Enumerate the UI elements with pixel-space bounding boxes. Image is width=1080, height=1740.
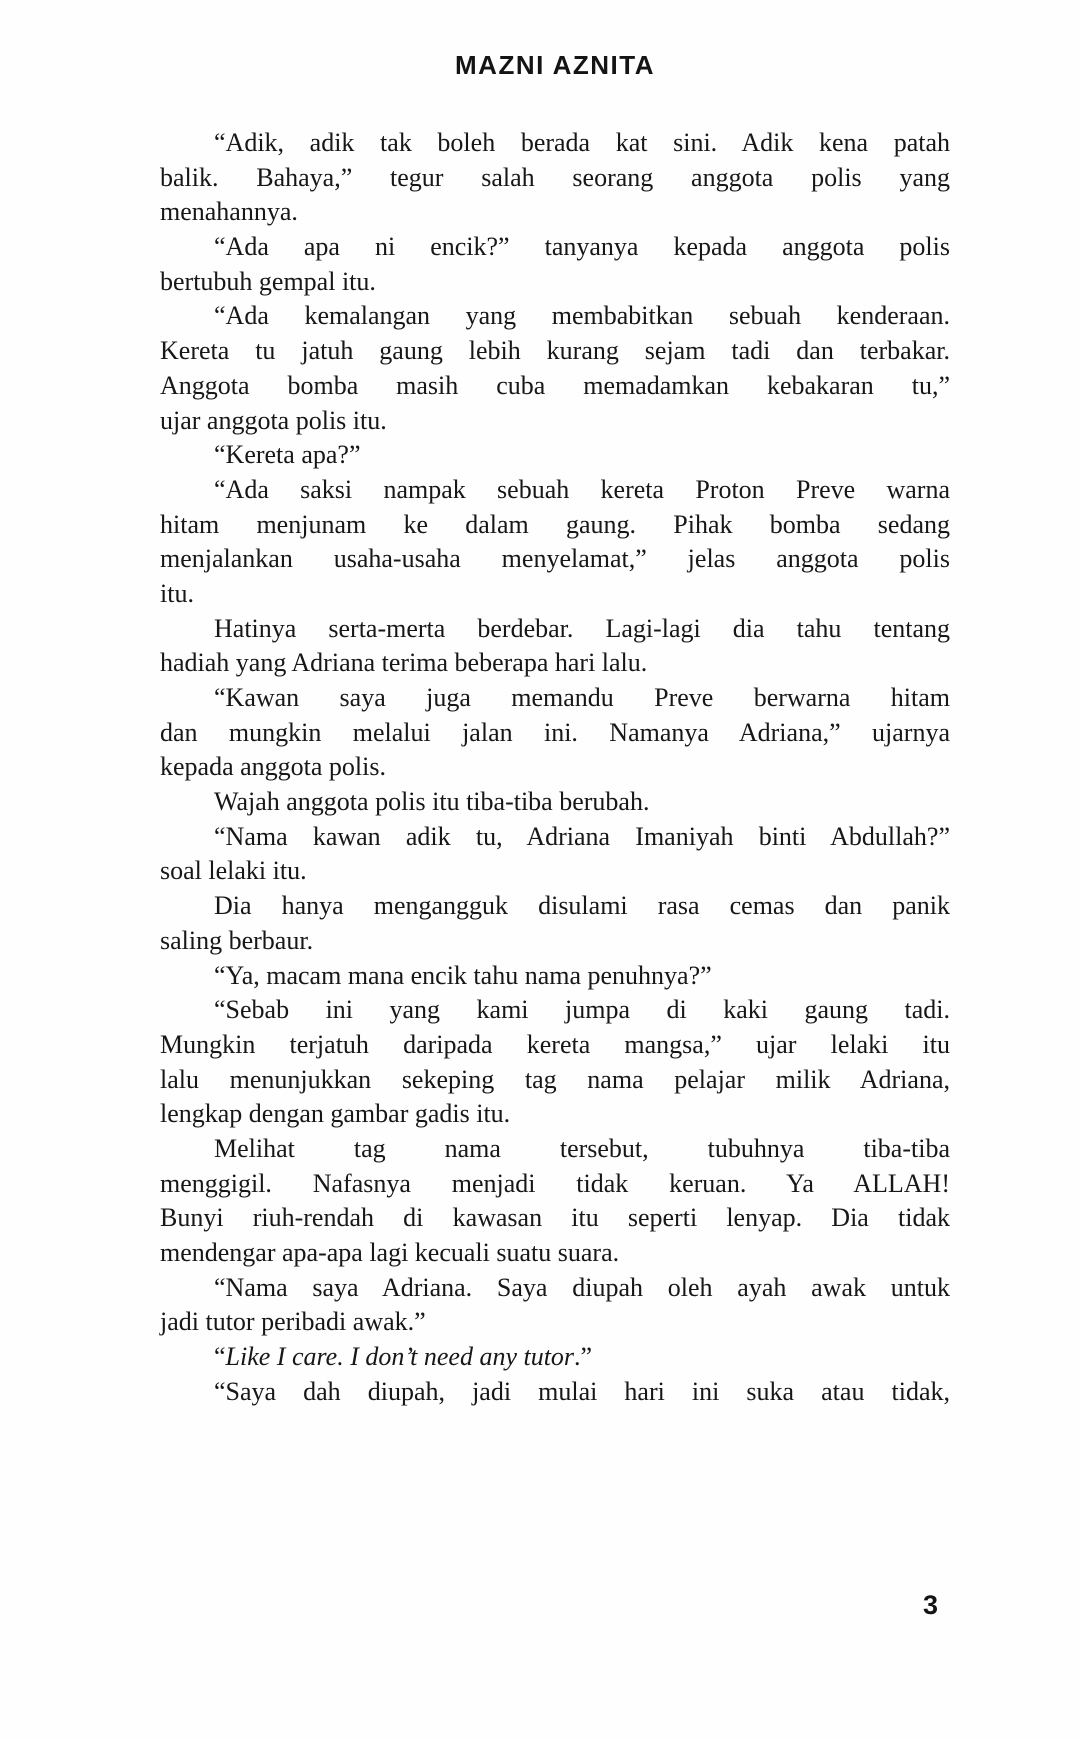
paragraph bbox=[160, 959, 950, 994]
text-segment: menahannya. bbox=[160, 197, 298, 227]
text-segment: itu. bbox=[160, 578, 194, 608]
text-segment: Bunyi riuh-rendah di kawasan itu seperti lenyap. Dia tidak bbox=[160, 1203, 950, 1233]
text-line bbox=[160, 854, 950, 889]
paragraph bbox=[160, 993, 950, 1132]
text-segment: Wajah anggota polis itu tiba-tiba berubah. bbox=[214, 787, 650, 817]
text-segment: saling berbaur. bbox=[160, 925, 314, 955]
text-segment: hitam menjunam ke dalam gaung. Pihak bomba sedang bbox=[160, 509, 950, 539]
text-line bbox=[160, 1097, 950, 1132]
text-segment: “Saya dah diupah, jadi mulai hari ini suka atau tidak, bbox=[214, 1376, 950, 1406]
paragraph bbox=[160, 612, 950, 681]
text-segment: dan mungkin melalui jalan ini. Namanya Adriana,” ujarnya bbox=[160, 717, 950, 747]
text-segment: “Ada saksi nampak sebuah kereta Proton Preve warna bbox=[214, 474, 950, 504]
text-segment: “Kereta apa?” bbox=[214, 440, 361, 470]
italic-text: Like I care. I don’t need any tutor bbox=[225, 1342, 575, 1372]
text-line bbox=[160, 924, 950, 959]
text-line bbox=[160, 612, 950, 647]
text-line bbox=[160, 161, 950, 196]
body-text bbox=[160, 126, 950, 1409]
paragraph bbox=[160, 681, 950, 785]
text-line bbox=[160, 889, 950, 924]
text-line bbox=[160, 404, 950, 439]
text-line bbox=[160, 1201, 950, 1236]
text-line bbox=[160, 1167, 950, 1202]
text-segment: kepada anggota polis. bbox=[160, 752, 386, 782]
paragraph bbox=[160, 1271, 950, 1340]
text-segment: Dia hanya mengangguk disulami rasa cemas dan panik bbox=[214, 891, 950, 921]
text-segment: soal lelaki itu. bbox=[160, 856, 307, 886]
page-number: 3 bbox=[922, 1590, 938, 1620]
text-line bbox=[160, 542, 950, 577]
text-segment: ujar anggota polis itu. bbox=[160, 405, 387, 435]
text-line bbox=[160, 126, 950, 161]
text-segment: “Kawan saya juga memandu Preve berwarna hitam bbox=[214, 683, 950, 712]
text-line bbox=[160, 646, 950, 681]
text-segment: Kereta tu jatuh gaung lebih kurang sejam tadi dan terbakar. bbox=[160, 336, 950, 366]
text-line bbox=[160, 1236, 950, 1271]
text-line bbox=[160, 959, 950, 994]
text-segment: bertubuh gempal itu. bbox=[160, 266, 376, 296]
text-line bbox=[160, 195, 950, 230]
text-segment: “ bbox=[214, 1342, 226, 1372]
text-line bbox=[160, 1132, 950, 1167]
text-line bbox=[160, 473, 950, 508]
paragraph bbox=[160, 230, 950, 299]
text-line bbox=[160, 299, 950, 334]
text-line bbox=[160, 1271, 950, 1306]
text-line bbox=[160, 681, 950, 716]
text-segment: “Nama saya Adriana. Saya diupah oleh ayah awak untuk bbox=[214, 1272, 950, 1302]
text-line bbox=[160, 1063, 950, 1098]
text-line bbox=[160, 1375, 950, 1410]
text-segment: “Sebab ini yang kami jumpa di kaki gaung tadi. bbox=[214, 995, 950, 1025]
text-segment: Hatinya serta-merta berdebar. Lagi-lagi dia tahu tentang bbox=[214, 613, 950, 643]
text-line bbox=[160, 265, 950, 300]
text-segment: menggigil. Nafasnya menjadi tidak keruan. Ya ALLAH! bbox=[160, 1168, 950, 1198]
paragraph bbox=[160, 820, 950, 889]
text-line bbox=[160, 508, 950, 543]
text-line bbox=[160, 1305, 950, 1340]
text-line bbox=[160, 369, 950, 404]
text-line bbox=[160, 750, 950, 785]
text-segment: lengkap dengan gambar gadis itu. bbox=[160, 1099, 511, 1129]
text-line bbox=[160, 577, 950, 612]
text-segment: “Ya, macam mana encik tahu nama penuhnya?” bbox=[214, 960, 712, 990]
text-segment: “Ada apa ni encik?” tanyanya kepada anggota polis bbox=[214, 232, 950, 262]
text-segment: mendengar apa-apa lagi kecuali suatu suara. bbox=[160, 1238, 620, 1267]
text-line bbox=[160, 230, 950, 265]
text-segment: Anggota bomba masih cuba memadamkan kebakaran tu,” bbox=[160, 370, 950, 400]
text-segment: Mungkin terjatuh daripada kereta mangsa,” ujar lelaki itu bbox=[160, 1029, 950, 1059]
paragraph bbox=[160, 438, 950, 473]
text-segment: Melihat tag nama tersebut, tubuhnya tiba-tiba bbox=[214, 1133, 950, 1163]
paragraph bbox=[160, 785, 950, 820]
paragraph bbox=[160, 1340, 950, 1375]
text-segment: “Ada kemalangan yang membabitkan sebuah kenderaan. bbox=[214, 301, 950, 331]
text-line bbox=[160, 1340, 950, 1375]
text-line bbox=[160, 334, 950, 369]
paragraph bbox=[160, 1132, 950, 1271]
text-line bbox=[160, 785, 950, 820]
author-header: MAZNI AZNITA bbox=[455, 50, 655, 80]
text-segment: hadiah yang Adriana terima beberapa hari lalu. bbox=[160, 648, 648, 678]
text-line bbox=[160, 438, 950, 473]
text-line bbox=[160, 993, 950, 1028]
text-line bbox=[160, 820, 950, 855]
paragraph bbox=[160, 1375, 950, 1410]
text-segment: “Nama kawan adik tu, Adriana Imaniyah binti Abdullah?” bbox=[214, 821, 950, 851]
text-segment: .” bbox=[574, 1342, 593, 1372]
paragraph bbox=[160, 889, 950, 958]
text-segment: balik. Bahaya,” tegur salah seorang anggota polis yang bbox=[160, 162, 950, 192]
text-segment: lalu menunjukkan sekeping tag nama pelajar milik Adriana, bbox=[160, 1064, 950, 1094]
text-line bbox=[160, 716, 950, 751]
text-segment: “Adik, adik tak boleh berada kat sini. Adik kena patah bbox=[214, 128, 950, 157]
text-segment: menjalankan usaha-usaha menyelamat,” jelas anggota polis bbox=[160, 544, 950, 574]
text-segment: jadi tutor peribadi awak.” bbox=[160, 1307, 426, 1337]
text-line bbox=[160, 1028, 950, 1063]
paragraph bbox=[160, 299, 950, 438]
paragraph bbox=[160, 126, 950, 230]
paragraph bbox=[160, 473, 950, 612]
